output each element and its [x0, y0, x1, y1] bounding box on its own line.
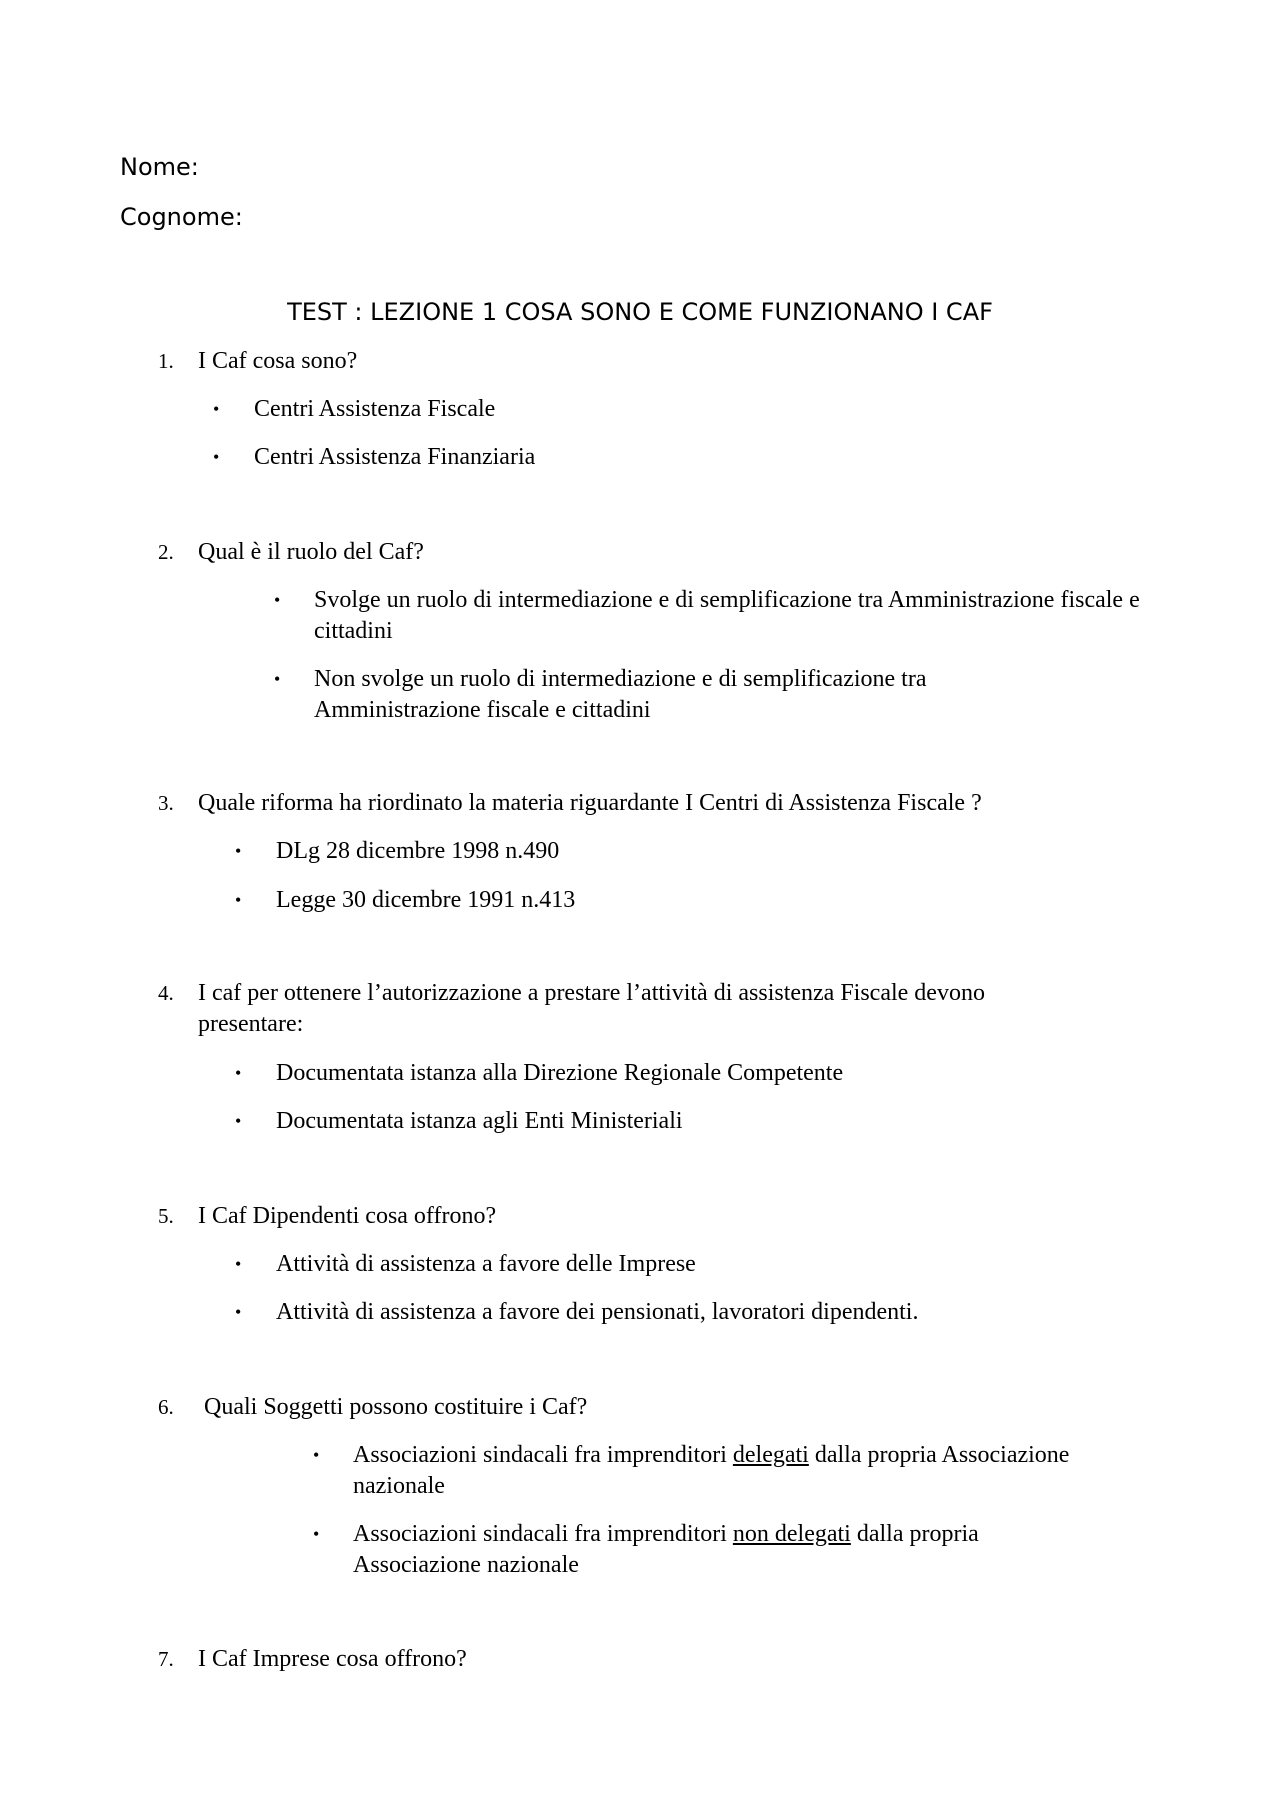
- bullet-icon: •: [235, 1063, 242, 1083]
- question-number: 2.: [158, 540, 174, 564]
- bullet-icon: •: [313, 1524, 320, 1544]
- option-text: Attività di assistenza a favore delle Imprese: [276, 1251, 696, 1277]
- option-text-end: dalla propria Associazione nazionale: [353, 1442, 1070, 1499]
- bullet-icon: •: [235, 1254, 242, 1274]
- bullet-icon: •: [213, 399, 220, 419]
- option-text: Documentata istanza agli Enti Ministeriali: [276, 1108, 683, 1134]
- option-text: Centri Assistenza Finanziaria: [254, 444, 536, 470]
- bullet-icon: •: [213, 447, 220, 467]
- option-text: Attività di assistenza a favore dei pensionati, lavoratori dipendenti.: [276, 1299, 919, 1325]
- bullet-icon: •: [235, 890, 242, 910]
- option-text: Legge 30 dicembre 1991 n.413: [276, 887, 576, 913]
- option-text: DLg 28 dicembre 1998 n.490: [276, 838, 560, 864]
- underlined-keyword: non delegati: [732, 1521, 851, 1547]
- question-number: 7.: [158, 1647, 174, 1671]
- option-text: Documentata istanza alla Direzione Regionale Competente: [276, 1060, 844, 1086]
- bullet-icon: •: [313, 1445, 320, 1465]
- question-text: Quali Soggetti possono costituire i Caf?: [204, 1394, 588, 1420]
- page-title: TEST : LEZIONE 1 COSA SONO E COME FUNZIONANO I CAF: [287, 298, 993, 326]
- option-text-start: Associazioni sindacali fra imprenditori: [353, 1521, 733, 1547]
- question-number: 6.: [158, 1395, 174, 1419]
- cognome-label: Cognome:: [120, 203, 243, 231]
- question-number: 1.: [158, 349, 174, 373]
- nome-label: Nome:: [120, 153, 199, 181]
- question-text: I Caf cosa sono?: [198, 348, 358, 374]
- question-number: 3.: [158, 791, 174, 815]
- question-text: I Caf Imprese cosa offrono?: [198, 1646, 467, 1672]
- question-text: Quale riforma ha riordinato la materia riguardante I Centri di Assistenza Fiscale ?: [198, 790, 982, 816]
- option-text-end: dalla propria Associazione nazionale: [353, 1521, 979, 1578]
- option-text: Svolge un ruolo di intermediazione e di semplificazione tra Amministrazione fiscale e cittadini: [314, 587, 1140, 644]
- bullet-icon: •: [235, 1111, 242, 1131]
- underlined-keyword: delegati: [732, 1442, 809, 1468]
- bullet-icon: •: [274, 590, 281, 610]
- option-text: Non svolge un ruolo di intermediazione e di semplificazione tra Amministrazione fiscale e cittadini: [314, 666, 927, 723]
- question-text: Qual è il ruolo del Caf?: [198, 539, 424, 565]
- question-number: 4.: [158, 981, 174, 1005]
- bullet-icon: •: [274, 669, 281, 689]
- option-text-start: Associazioni sindacali fra imprenditori: [353, 1442, 733, 1468]
- bullet-icon: •: [235, 841, 242, 861]
- option-text: [353, 1440, 1143, 1502]
- bullet-icon: •: [235, 1302, 242, 1322]
- question-text: I caf per ottenere l’autorizzazione a prestare l’attività di assistenza Fiscale devono presentare:: [198, 980, 985, 1037]
- option-text: [353, 1519, 1073, 1581]
- question-text: I Caf Dipendenti cosa offrono?: [198, 1203, 497, 1229]
- option-text: Centri Assistenza Fiscale: [254, 396, 496, 422]
- question-number: 5.: [158, 1204, 174, 1228]
